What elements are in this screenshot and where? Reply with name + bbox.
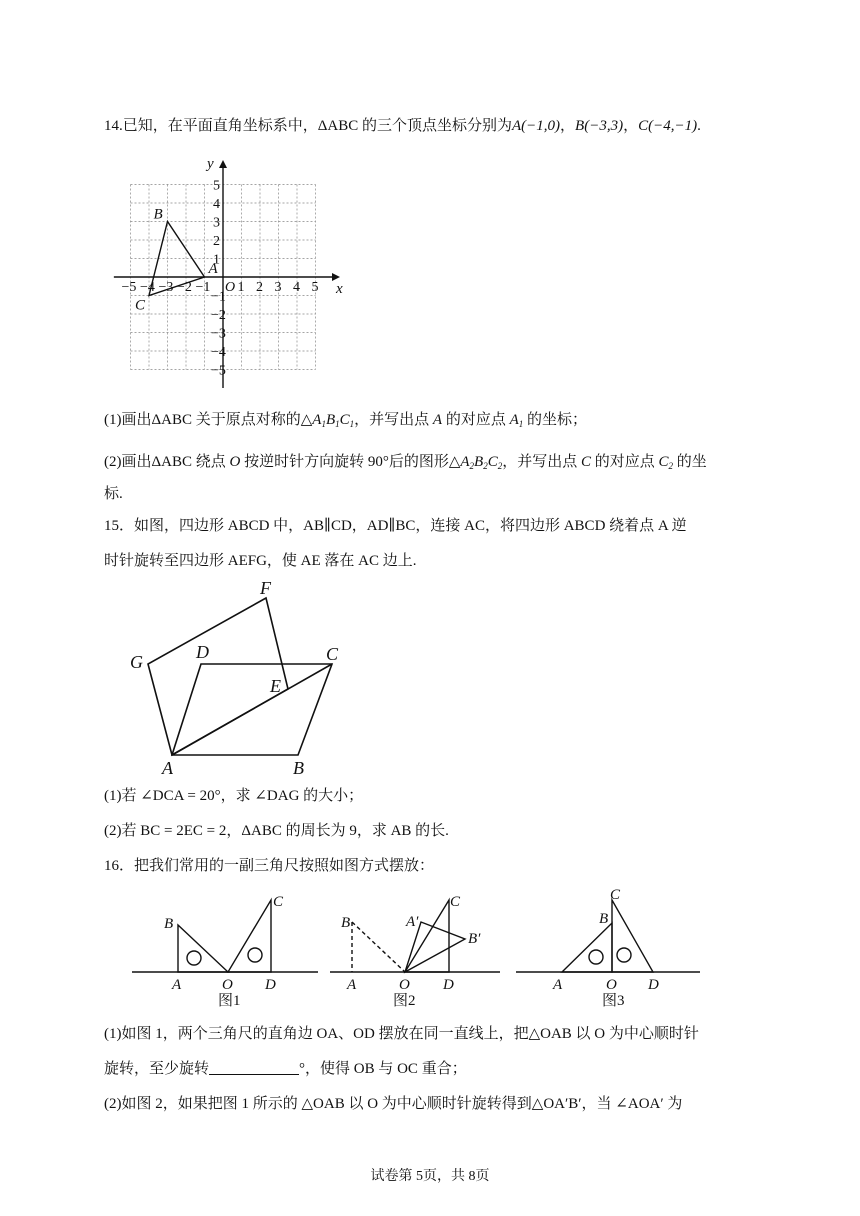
q14-coordinate-grid (121, 156, 364, 390)
fig1-hole-left (187, 951, 201, 965)
fig3-label-B: B (599, 911, 609, 927)
y-axis-label: y (207, 156, 214, 172)
x-tick-label: −5 (121, 280, 137, 295)
label-C: C (326, 644, 339, 664)
y-tick-label: 1 (213, 252, 220, 268)
fig2-label-C: C (450, 894, 461, 910)
fig1-label-D: D (265, 977, 276, 993)
x-tick-label: 1 (237, 280, 245, 295)
fig1-label-O: O (222, 977, 233, 993)
fig1-label-C: C (273, 894, 284, 910)
coord-b: B(−3,3) (575, 118, 624, 134)
point-label-C: C (135, 297, 146, 314)
fig2-label-O: O (399, 977, 410, 993)
fig3-caption: 图3 (602, 993, 625, 1009)
fig1-hole-right (248, 948, 262, 962)
fig2-label-B-prime: B′ (468, 931, 481, 947)
y-tick-label: −2 (211, 308, 226, 323)
fig2-label-D: D (443, 977, 454, 993)
fig2-label-A: A (347, 977, 357, 993)
y-tick-label: 4 (213, 197, 220, 212)
fig3-label-A: A (553, 977, 563, 993)
x-tick-label: −3 (158, 280, 174, 295)
q16-part1-cont: 旋转，至少旋转 °，使得 OB 与 OC 重合； (104, 1061, 467, 1077)
q14-part1: (1)画出ΔABC 关于原点对称的$\triangle A_1B_1C_1$，并写出点 A 的对应点 $A_1$ 的坐标； (104, 412, 588, 429)
quadrilateral-aefg (148, 598, 288, 755)
fig3-triangle-oab (562, 923, 612, 972)
origin-label: O (225, 280, 236, 295)
q14-part2-cont: 标. (104, 486, 123, 502)
y-axis-arrow (219, 160, 227, 168)
x-tick-label: −2 (177, 280, 192, 295)
coord-a: A(−1,0) (512, 118, 561, 134)
fig1-triangle-ocd (228, 900, 271, 972)
q16-part2: (2)如图 2，如果把图 1 所示的 △OAB 以 O 为中心顺时针旋转得到△OA′B′，当 ∠AOA′ 为 (104, 1096, 683, 1112)
x-axis-arrow (332, 273, 340, 281)
q15-part2: (2)若 BC = 2EC = 2，ΔABC 的周长为 9，求 AB 的长. (104, 823, 449, 839)
q15-quadrilateral-figure (120, 578, 360, 778)
fig1-label-B: B (164, 916, 174, 932)
x-tick-label: 2 (256, 280, 263, 295)
coord-c: C(−4,−1) (638, 118, 698, 134)
q15-stem-line2: 时针旋转至四边形 AEFG，使 AE 落在 AC 边上. (104, 553, 417, 569)
fig3-label-O: O (606, 977, 617, 993)
label-E: E (270, 676, 281, 696)
x-tick-label: 4 (293, 280, 300, 295)
fig3-triangle-ocd (612, 900, 653, 972)
label-B: B (293, 758, 304, 778)
fig2-dashed-bo (352, 922, 405, 972)
x-tick-label: −1 (195, 280, 211, 295)
x-tick-label: 5 (311, 280, 319, 295)
q15-part1: (1)若 ∠DCA = 20°，求 ∠DAG 的大小； (104, 788, 364, 804)
answer-blank[interactable] (209, 1060, 299, 1075)
x-axis-label: x (336, 281, 343, 297)
x-tick-label: −4 (140, 280, 155, 295)
page-footer: 试卷第 5页，共 8页 (370, 1169, 490, 1184)
y-tick-label: −3 (211, 326, 226, 342)
point-label-A: A (208, 261, 218, 277)
fig3-label-D: D (648, 977, 659, 993)
label-A: A (162, 758, 173, 778)
x-tick-label: 3 (274, 280, 282, 295)
q14-stem: 14.已知，在平面直角坐标系中，ΔABC 的三个顶点坐标分别为A(−1,0)，B(−3,3)，C(−4,−1). (104, 118, 701, 134)
label-D: D (196, 642, 209, 662)
y-tick-label: 5 (213, 178, 220, 194)
q16-part1: (1)如图 1，两个三角尺的直角边 OA、OD 摆放在同一直线上，把△OAB 以 O 为中心顺时针 (104, 1026, 699, 1042)
label-F: F (260, 578, 271, 598)
q15-stem-line1: 15．如图，四边形 ABCD 中，AB∥CD，AD∥BC，连接 AC，将四边形 ABCD 绕着点 A 逆 (104, 518, 687, 534)
fig3-hole-right (617, 948, 631, 962)
q16-stem: 16．把我们常用的一副三角尺按照如图方式摆放： (104, 858, 435, 874)
y-tick-label: −1 (211, 289, 226, 305)
q16-figures (128, 885, 708, 1010)
fig1-triangle-oab (178, 925, 228, 972)
fig2-triangle-ocd (405, 900, 449, 972)
y-tick-label: 2 (213, 234, 220, 249)
fig2-label-A-prime: A′ (406, 914, 419, 930)
point-label-B: B (153, 206, 163, 223)
fig3-label-C: C (610, 887, 621, 903)
fig1-caption: 图1 (218, 993, 241, 1009)
fig2-label-B: B (341, 915, 351, 931)
label-G: G (130, 652, 143, 672)
y-tick-label: −4 (211, 345, 226, 360)
y-tick-label: 3 (213, 215, 220, 231)
fig2-caption: 图2 (393, 993, 416, 1009)
y-tick-label: −5 (211, 363, 226, 379)
fig1-label-A: A (172, 977, 182, 993)
fig3-hole-left (589, 950, 603, 964)
q14-part2: (2)画出ΔABC 绕点 O 按逆时针方向旋转 90°后的图形$\triangle A_2B_2C_2$，并写出点 C 的对应点 $C_2$ 的坐 (104, 454, 707, 471)
